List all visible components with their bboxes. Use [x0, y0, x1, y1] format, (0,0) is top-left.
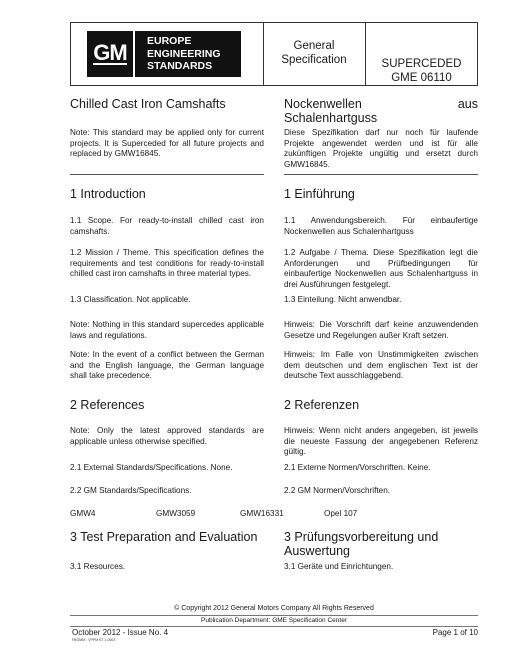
title-de: Nockenwellen aus Schalenhartguss — [284, 97, 478, 125]
heading-einfuehrung: 1 Einführung — [284, 187, 355, 201]
copyright: © Copyright 2012 General Motors Company All Rights Reserved — [174, 605, 374, 612]
classification-de: 1.3 Einteilung. Nicht anwendbar. — [284, 295, 402, 304]
classification-en: 1.3 Classification. Not applicable. — [70, 295, 191, 304]
note-superceded-en: Note: This standard may be applied only for current projects. It is Superceded for all future projects and replaced by GMW16845. — [70, 128, 264, 158]
gm-ref-gmw4: GMW4 — [70, 509, 96, 518]
form-code: FBGMM - VPPM ST 1-0603 — [72, 638, 116, 642]
scope-de: 1.1 Anwendungsbereich. Für einbaufertige Nockenwellen aus Schalenhartguss — [284, 216, 478, 236]
gm-ref-gmw16331: GMW16331 — [240, 509, 284, 518]
heading-pruefungsvorbereitung: 3 Prüfungsvorbereitung und Auswertung — [284, 530, 439, 558]
title-de-line1 — [284, 97, 478, 125]
resources-en: 3.1 Resources. — [70, 562, 126, 571]
note-conflict-de: Hinweis: Im Falle von Unstimmigkeiten zwischen dem deutschen und dem englischen Text ist der deutsche Text ausschlaggebend. — [284, 350, 478, 380]
title-en: Chilled Cast Iron Camshafts — [70, 97, 226, 111]
note-references-de: Hinweis: Wenn nicht anders angegeben, ist jeweils die neueste Fassung der angegebenen Referenz gültig. — [284, 426, 478, 456]
note-conflict-en: Note: In the event of a conflict between the German and the English language, the German language shall take precedence. — [70, 350, 264, 380]
footer-divider-2 — [70, 626, 478, 627]
heading-references: 2 References — [70, 398, 145, 412]
document-header — [70, 22, 478, 86]
note-laws-en: Note: Nothing in this standard supercedes applicable laws and regulations. — [70, 320, 264, 340]
note-references-en: Note: Only the latest approved standards are applicable unless otherwise specified. — [70, 426, 264, 446]
page-number: Page 1 of 10 — [432, 628, 478, 637]
gm-ref-gmw3059: GMW3059 — [156, 509, 196, 518]
heading-referenzen: 2 Referenzen — [284, 398, 360, 412]
scope-en: 1.1 Scope. For ready-to-install chilled cast iron camshafts. — [70, 216, 264, 236]
heading-introduction: 1 Introduction — [70, 187, 146, 201]
gm-ref-opel107: Opel 107 — [324, 509, 358, 518]
logo-cell — [71, 23, 264, 85]
note-laws-de: Hinweis: Die Vorschrift darf keine anzuwendenden Gesetze und Regelungen außer Kraft setzen. — [284, 320, 478, 340]
mission-de: 1.2 Aufgabe / Thema. Diese Spezifikation legt die Anforderungen und Prüfbedingungen für einbaufertige Nockenwellen aus Schalenhartguss in drei Ausführungen festgelegt. — [284, 248, 478, 289]
mission-en: 1.2 Mission / Theme. This specification defines the requirements and test conditions for ready-to-install chilled cast iron camshafts in three material types. — [70, 248, 264, 278]
europe-engineering-standards-logo: EUROPE ENGINEERING STANDARDS — [135, 31, 241, 77]
date-issue: October 2012 - Issue No. 4 — [72, 628, 169, 637]
gm-standards-en: 2.2 GM Standards/Specifications. — [70, 486, 192, 495]
external-standards-de: 2.1 Externe Normen/Vorschriften. Keine. — [284, 463, 431, 472]
status-cell: SUPERCEDED GME 06110 — [381, 58, 462, 84]
note-superceded-de: Diese Spezifikation darf nur noch für laufende Projekte angewendet werden und ist für alle zukünftigen Projekte ungültig und ersetzt durch GMW16845. — [284, 128, 478, 169]
spec-type-cell: General Specification — [263, 23, 366, 85]
gm-standards-de: 2.2 GM Normen/Vorschriften. — [284, 486, 391, 495]
external-standards-en: 2.1 External Standards/Specifications. None. — [70, 463, 233, 472]
resources-de: 3.1 Geräte und Einrichtungen. — [284, 562, 394, 571]
publication-department: Publication Department: GME Specification Center — [201, 617, 347, 624]
gm-logo: GM — [87, 31, 133, 77]
heading-test-preparation: 3 Test Preparation and Evaluation — [70, 530, 258, 544]
divider-right — [284, 174, 478, 175]
footer-divider — [70, 615, 478, 616]
divider-left — [70, 174, 264, 175]
